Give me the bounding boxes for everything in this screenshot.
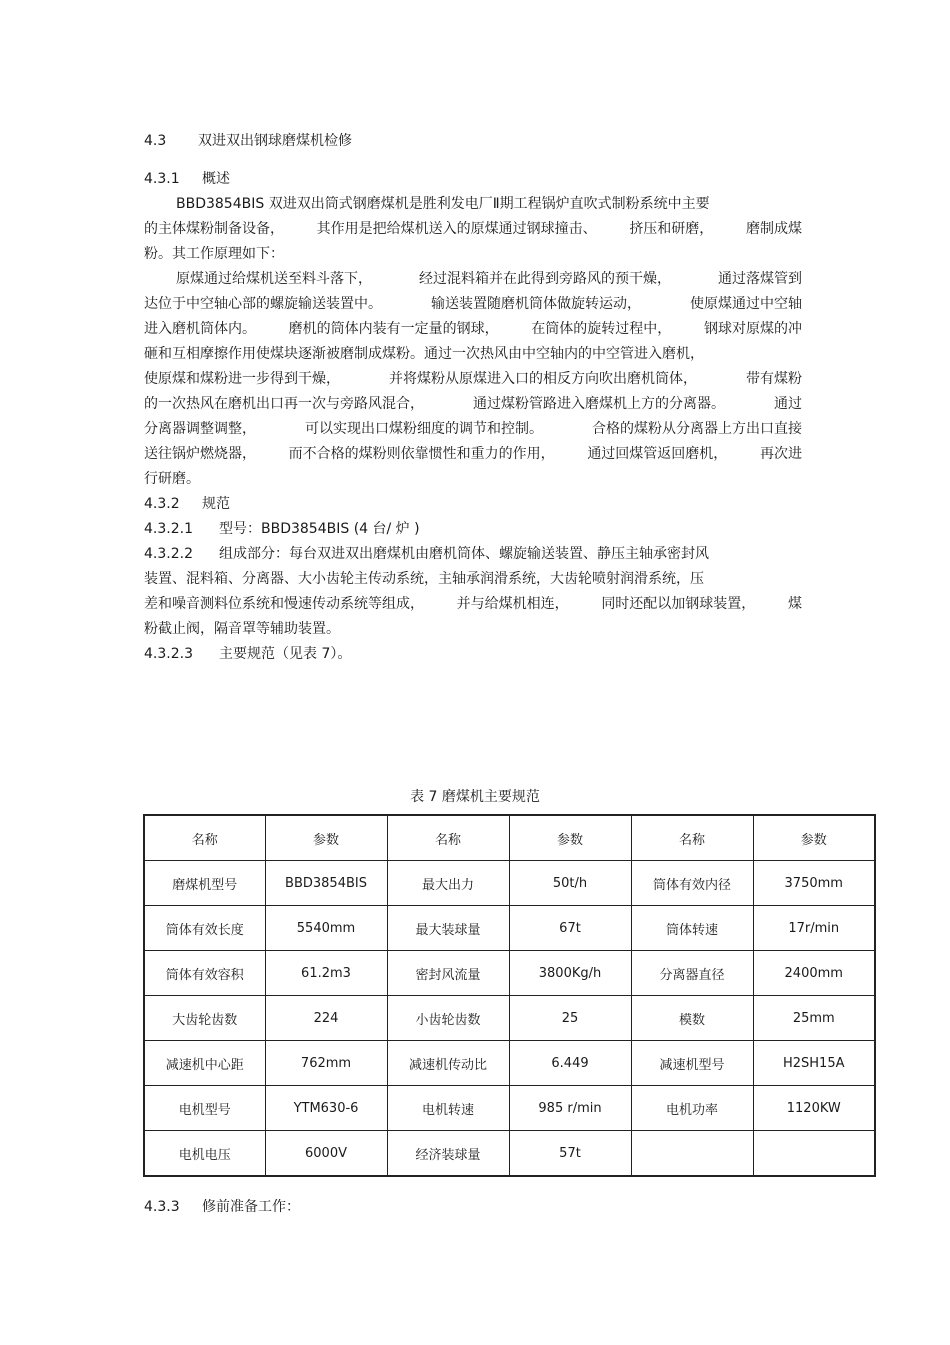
table-cell: 减速机传动比 bbox=[387, 1041, 509, 1086]
text-line: 差和噪音测料位系统和慢速传动系统等组成， 并与给煤机相连， 同时还配以加钢球装置， 煤 bbox=[144, 596, 802, 612]
table-row bbox=[144, 1086, 875, 1131]
header-cell: 参数 bbox=[509, 815, 631, 861]
table-cell: 电机型号 bbox=[144, 1086, 265, 1131]
header-cell: 名称 bbox=[631, 815, 753, 861]
table-cell: 2400mm bbox=[753, 951, 875, 996]
table-cell: 分离器直径 bbox=[631, 951, 753, 996]
prep-number: 4.3.3 bbox=[144, 1199, 180, 1215]
spec-table bbox=[143, 814, 876, 1177]
overview-title: 概述 bbox=[202, 171, 230, 187]
main-spec-line bbox=[144, 645, 351, 663]
table-cell: 50t/h bbox=[509, 861, 631, 906]
table-row bbox=[144, 861, 875, 906]
table-cell: 224 bbox=[265, 996, 387, 1041]
table-cell: 筒体有效长度 bbox=[144, 906, 265, 951]
table-cell: 经济装球量 bbox=[387, 1131, 509, 1177]
text-line: 装置、混料箱、分离器、大小齿轮主传动系统，主轴承润滑系统，大齿轮喷射润滑系统，压 bbox=[144, 571, 704, 587]
text-line: BBD3854BIS 双进双出筒式钢磨煤机是胜利发电厂Ⅱ期工程锅炉直吹式制粉系统中主要 bbox=[176, 196, 710, 212]
model-label: 型号： bbox=[219, 521, 261, 537]
table-cell: 61.2m3 bbox=[265, 951, 387, 996]
table-cell bbox=[631, 1131, 753, 1177]
table-cell: YTM630-6 bbox=[265, 1086, 387, 1131]
table-header-row bbox=[144, 815, 875, 861]
overview-heading bbox=[144, 170, 230, 188]
section-title: 双进双出钢球磨煤机检修 bbox=[198, 133, 352, 149]
section-number: 4.3 bbox=[144, 133, 167, 149]
text-line: 原煤通过给煤机送至料斗落下， 经过混料箱并在此得到旁路风的预干燥， 通过落煤管到 bbox=[176, 271, 802, 287]
prep-title: 修前准备工作： bbox=[202, 1199, 300, 1215]
table-row bbox=[144, 996, 875, 1041]
table-cell: 筒体有效内径 bbox=[631, 861, 753, 906]
text-line: 进入磨机筒体内。 磨机的筒体内装有一定量的钢球， 在筒体的旋转过程中， 钢球对原煤的冲 bbox=[144, 321, 802, 337]
text-line: 粉截止阀，隔音罩等辅助装置。 bbox=[144, 621, 340, 637]
table-cell: 小齿轮齿数 bbox=[387, 996, 509, 1041]
header-cell: 参数 bbox=[753, 815, 875, 861]
table-cell: 电机功率 bbox=[631, 1086, 753, 1131]
table-cell: 985 r/min bbox=[509, 1086, 631, 1131]
table-cell: 3750mm bbox=[753, 861, 875, 906]
model-number: 4.3.2.1 bbox=[144, 521, 193, 537]
table-cell: 大齿轮齿数 bbox=[144, 996, 265, 1041]
table-cell: 最大出力 bbox=[387, 861, 509, 906]
table-cell: 6000V bbox=[265, 1131, 387, 1177]
table-cell: 25 bbox=[509, 996, 631, 1041]
table-row bbox=[144, 1041, 875, 1086]
text-line: 粉。其工作原理如下： bbox=[144, 246, 284, 262]
table-cell: BBD3854BIS bbox=[265, 861, 387, 906]
table-cell: 筒体有效容积 bbox=[144, 951, 265, 996]
table-cell: 67t bbox=[509, 906, 631, 951]
spec-title: 规范 bbox=[202, 496, 230, 512]
table-cell: 模数 bbox=[631, 996, 753, 1041]
text-line: 的一次热风在磨机出口再一次与旁路风混合， 通过煤粉管路进入磨煤机上方的分离器。 通过 bbox=[144, 396, 802, 412]
model-value: BBD3854BIS (4 台/ 炉 ) bbox=[261, 521, 420, 537]
table-cell: 5540mm bbox=[265, 906, 387, 951]
table-cell: 762mm bbox=[265, 1041, 387, 1086]
table-cell bbox=[753, 1131, 875, 1177]
table-cell: 减速机中心距 bbox=[144, 1041, 265, 1086]
text-line: 使原煤和煤粉进一步得到干燥， 并将煤粉从原煤进入口的相反方向吹出磨机筒体， 带有煤粉 bbox=[144, 371, 802, 387]
table-cell: 减速机型号 bbox=[631, 1041, 753, 1086]
section-heading bbox=[144, 132, 352, 150]
table-row bbox=[144, 906, 875, 951]
text-line: 砸和互相摩擦作用使煤块逐渐被磨制成煤粉。通过一次热风由中空轴内的中空管进入磨机， bbox=[144, 346, 704, 362]
spec-heading bbox=[144, 495, 230, 513]
overview-number: 4.3.1 bbox=[144, 171, 180, 187]
table-cell: 1120KW bbox=[753, 1086, 875, 1131]
main-spec-text: 主要规范（见表 7）。 bbox=[219, 646, 352, 662]
table-cell: 磨煤机型号 bbox=[144, 861, 265, 906]
spec-number: 4.3.2 bbox=[144, 496, 180, 512]
model-line bbox=[144, 520, 420, 538]
text-line: 送往锅炉燃烧器， 而不合格的煤粉则依靠惯性和重力的作用， 通过回煤管返回磨机， 再次进 bbox=[144, 446, 802, 462]
header-cell: 名称 bbox=[144, 815, 265, 861]
text-line: 的主体煤粉制备设备， 其作用是把给煤机送入的原煤通过钢球撞击、 挤压和研磨， 磨制成煤 bbox=[144, 221, 802, 237]
composition-number: 4.3.2.2 bbox=[144, 546, 193, 562]
table-cell: 电机电压 bbox=[144, 1131, 265, 1177]
table-caption: 表 7 磨煤机主要规范 bbox=[410, 789, 540, 805]
table-cell: 6.449 bbox=[509, 1041, 631, 1086]
table-cell: 25mm bbox=[753, 996, 875, 1041]
table-cell: 3800Kg/h bbox=[509, 951, 631, 996]
text-line: 分离器调整调整， 可以实现出口煤粉细度的调节和控制。 合格的煤粉从分离器上方出口直接 bbox=[144, 421, 802, 437]
table-cell: 密封风流量 bbox=[387, 951, 509, 996]
prep-heading bbox=[144, 1198, 300, 1216]
text-line: 4.3.2.2 组成部分：每台双进双出磨煤机由磨机筒体、螺旋输送装置、静压主轴承密封风 bbox=[144, 546, 709, 562]
table-cell: H2SH15A bbox=[753, 1041, 875, 1086]
text-line: 行研磨。 bbox=[144, 471, 200, 487]
table-row bbox=[144, 1131, 875, 1177]
table-row bbox=[144, 951, 875, 996]
text-line: 达位于中空轴心部的螺旋输送装置中。 输送装置随磨机筒体做旋转运动， 使原煤通过中空轴 bbox=[144, 296, 802, 312]
table-cell: 17r/min bbox=[753, 906, 875, 951]
main-spec-number: 4.3.2.3 bbox=[144, 646, 193, 662]
header-cell: 参数 bbox=[265, 815, 387, 861]
table-cell: 筒体转速 bbox=[631, 906, 753, 951]
header-cell: 名称 bbox=[387, 815, 509, 861]
table-cell: 最大装球量 bbox=[387, 906, 509, 951]
table-cell: 57t bbox=[509, 1131, 631, 1177]
table-cell: 电机转速 bbox=[387, 1086, 509, 1131]
